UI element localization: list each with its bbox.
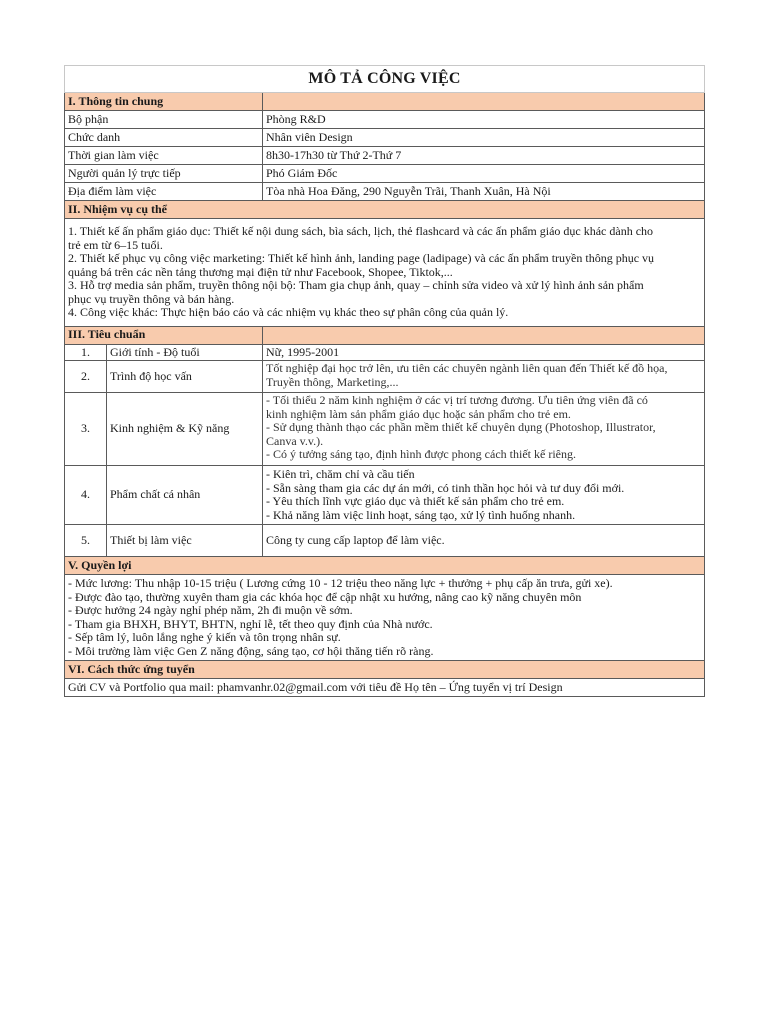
section-apply-header xyxy=(65,661,705,679)
requirement-label: Thiết bị làm việc xyxy=(107,525,263,557)
duties-row xyxy=(65,219,705,327)
duty-line: 4. Công việc khác: Thực hiện báo cáo và các nhiệm vụ khác theo sự phân công của quản lý. xyxy=(68,306,509,319)
requirement-line: Canva v.v.). xyxy=(266,434,324,448)
section-duties-header xyxy=(65,201,705,219)
requirement-number: 4. xyxy=(65,466,107,525)
requirement-number: 1. xyxy=(65,344,107,361)
section-general-info-header xyxy=(65,93,705,111)
duty-line: 3. Hỗ trợ media sản phẩm, truyền thông nội bộ: Tham gia chụp ảnh, quay – chỉnh sửa video và xử lý hình ảnh sản phẩm xyxy=(68,279,644,292)
requirement-line: - Khả năng làm việc linh hoạt, sáng tạo, xử lý tình huống nhanh. xyxy=(266,508,576,522)
section-heading: I. Thông tin chung xyxy=(65,93,263,111)
requirement-value xyxy=(263,361,705,393)
job-description-table xyxy=(64,65,705,697)
requirement-row xyxy=(65,393,705,466)
info-label: Chức danh xyxy=(65,129,263,147)
requirement-line: - Sẵn sàng tham gia các dự án mới, có tinh thần học hỏi và tư duy đổi mới. xyxy=(266,481,625,495)
requirement-value xyxy=(263,344,705,361)
info-value: Tòa nhà Hoa Đăng, 290 Nguyễn Trãi, Thanh Xuân, Hà Nội xyxy=(263,183,705,201)
info-label: Thời gian làm việc xyxy=(65,147,263,165)
benefit-line: - Được đào tạo, thường xuyên tham gia các khóa học để cập nhật xu hướng, nâng cao kỹ năng chuyên môn xyxy=(68,590,582,604)
benefit-line: - Mức lương: Thu nhập 10-15 triệu ( Lương cứng 10 - 12 triệu theo năng lực + thưởng + phụ cấp ăn trưa, gửi xe). xyxy=(68,577,613,590)
requirement-line: - Sử dụng thành thạo các phần mềm thiết kế chuyên dụng (Photoshop, Illustrator, xyxy=(266,421,656,434)
section-heading: III. Tiêu chuẩn xyxy=(65,326,263,344)
requirement-number: 3. xyxy=(65,393,107,466)
requirement-value xyxy=(263,393,705,466)
section-heading: II. Nhiệm vụ cụ thể xyxy=(65,201,705,219)
requirement-row xyxy=(65,525,705,557)
info-value: Nhân viên Design xyxy=(263,129,705,147)
benefit-line: - Tham gia BHXH, BHYT, BHTN, nghỉ lễ, tết theo quy định của Nhà nước. xyxy=(68,617,433,631)
duty-line: trẻ em từ 6–15 tuổi. xyxy=(68,238,163,252)
section-requirements-header xyxy=(65,326,705,344)
title-row xyxy=(65,66,705,93)
section-benefits-header xyxy=(65,557,705,575)
requirement-row xyxy=(65,466,705,525)
section-heading: VI. Cách thức ứng tuyển xyxy=(65,661,705,679)
requirement-row xyxy=(65,361,705,393)
duty-line: quảng bá trên các nền tảng thương mại điện tử như Facebook, Shopee, Tiktok,... xyxy=(68,265,453,279)
requirement-line: - Yêu thích lĩnh vực giáo dục và thiết kế sản phẩm cho trẻ em. xyxy=(266,495,565,508)
requirement-number: 2. xyxy=(65,361,107,393)
requirement-label: Phẩm chất cá nhân xyxy=(107,466,263,525)
requirement-line: - Kiên trì, chăm chỉ và cầu tiến xyxy=(266,468,415,481)
benefit-line: - Được hưởng 24 ngày nghỉ phép năm, 2h đi muộn về sớm. xyxy=(68,604,353,617)
benefits-text xyxy=(65,575,705,661)
info-row xyxy=(65,129,705,147)
info-label: Người quản lý trực tiếp xyxy=(65,165,263,183)
apply-row xyxy=(65,679,705,697)
requirement-label: Giới tính - Độ tuổi xyxy=(107,344,263,361)
page-title: MÔ TẢ CÔNG VIỆC xyxy=(65,66,705,93)
info-value: 8h30-17h30 từ Thứ 2-Thứ 7 xyxy=(263,147,705,165)
benefits-row xyxy=(65,575,705,661)
duties-text xyxy=(65,219,705,327)
info-row xyxy=(65,111,705,129)
benefit-line: - Môi trường làm việc Gen Z năng động, sáng tạo, cơ hội thăng tiến rõ ràng. xyxy=(68,644,434,658)
requirement-line: Truyền thông, Marketing,... xyxy=(266,375,399,389)
info-row xyxy=(65,183,705,201)
requirement-line: Công ty cung cấp laptop để làm việc. xyxy=(266,533,445,547)
benefit-line: - Sếp tâm lý, luôn lắng nghe ý kiến và tôn trọng nhân sự. xyxy=(68,631,341,644)
requirement-line: Tốt nghiệp đại học trở lên, ưu tiên các chuyên ngành liên quan đến Thiết kế đồ họa, xyxy=(266,362,668,375)
info-row xyxy=(65,165,705,183)
requirement-line: - Có ý tưởng sáng tạo, định hình được phong cách thiết kế riêng. xyxy=(266,448,576,461)
requirement-line: Nữ, 1995-2001 xyxy=(266,345,340,359)
info-value: Phó Giám Đốc xyxy=(263,165,705,183)
requirement-line: - Tối thiểu 2 năm kinh nghiệm ở các vị trí tương đương. Ưu tiên ứng viên đã có xyxy=(266,394,648,407)
apply-text: Gửi CV và Portfolio qua mail: phamvanhr.02@gmail.com với tiêu đề Họ tên – Ứng tuyển vị trí Design xyxy=(65,679,705,697)
requirement-number: 5. xyxy=(65,525,107,557)
duty-line: phục vụ truyền thông và bán hàng. xyxy=(68,292,235,306)
info-label: Bộ phận xyxy=(65,111,263,129)
job-description-sheet xyxy=(64,65,704,697)
info-value: Phòng R&D xyxy=(263,111,705,129)
section-heading: V. Quyền lợi xyxy=(65,557,705,575)
duty-line: 1. Thiết kế ấn phẩm giáo dục: Thiết kế nội dung sách, bìa sách, lịch, thẻ flashcard và các ấn phẩm giáo dục khác dành cho xyxy=(68,225,654,238)
requirement-row xyxy=(65,344,705,361)
info-row xyxy=(65,147,705,165)
duty-line: 2. Thiết kế phục vụ công việc marketing: Thiết kế hình ảnh, landing page (ladipage) và các ấn phẩm truyền thông phục vụ xyxy=(68,252,655,265)
requirement-value xyxy=(263,525,705,557)
requirement-value xyxy=(263,466,705,525)
info-label: Địa điểm làm việc xyxy=(65,183,263,201)
requirement-label: Kinh nghiệm & Kỹ năng xyxy=(107,393,263,466)
requirement-line: kinh nghiệm làm sản phẩm giáo dục hoặc sản phẩm cho trẻ em. xyxy=(266,407,571,421)
requirement-label: Trình độ học vấn xyxy=(107,361,263,393)
